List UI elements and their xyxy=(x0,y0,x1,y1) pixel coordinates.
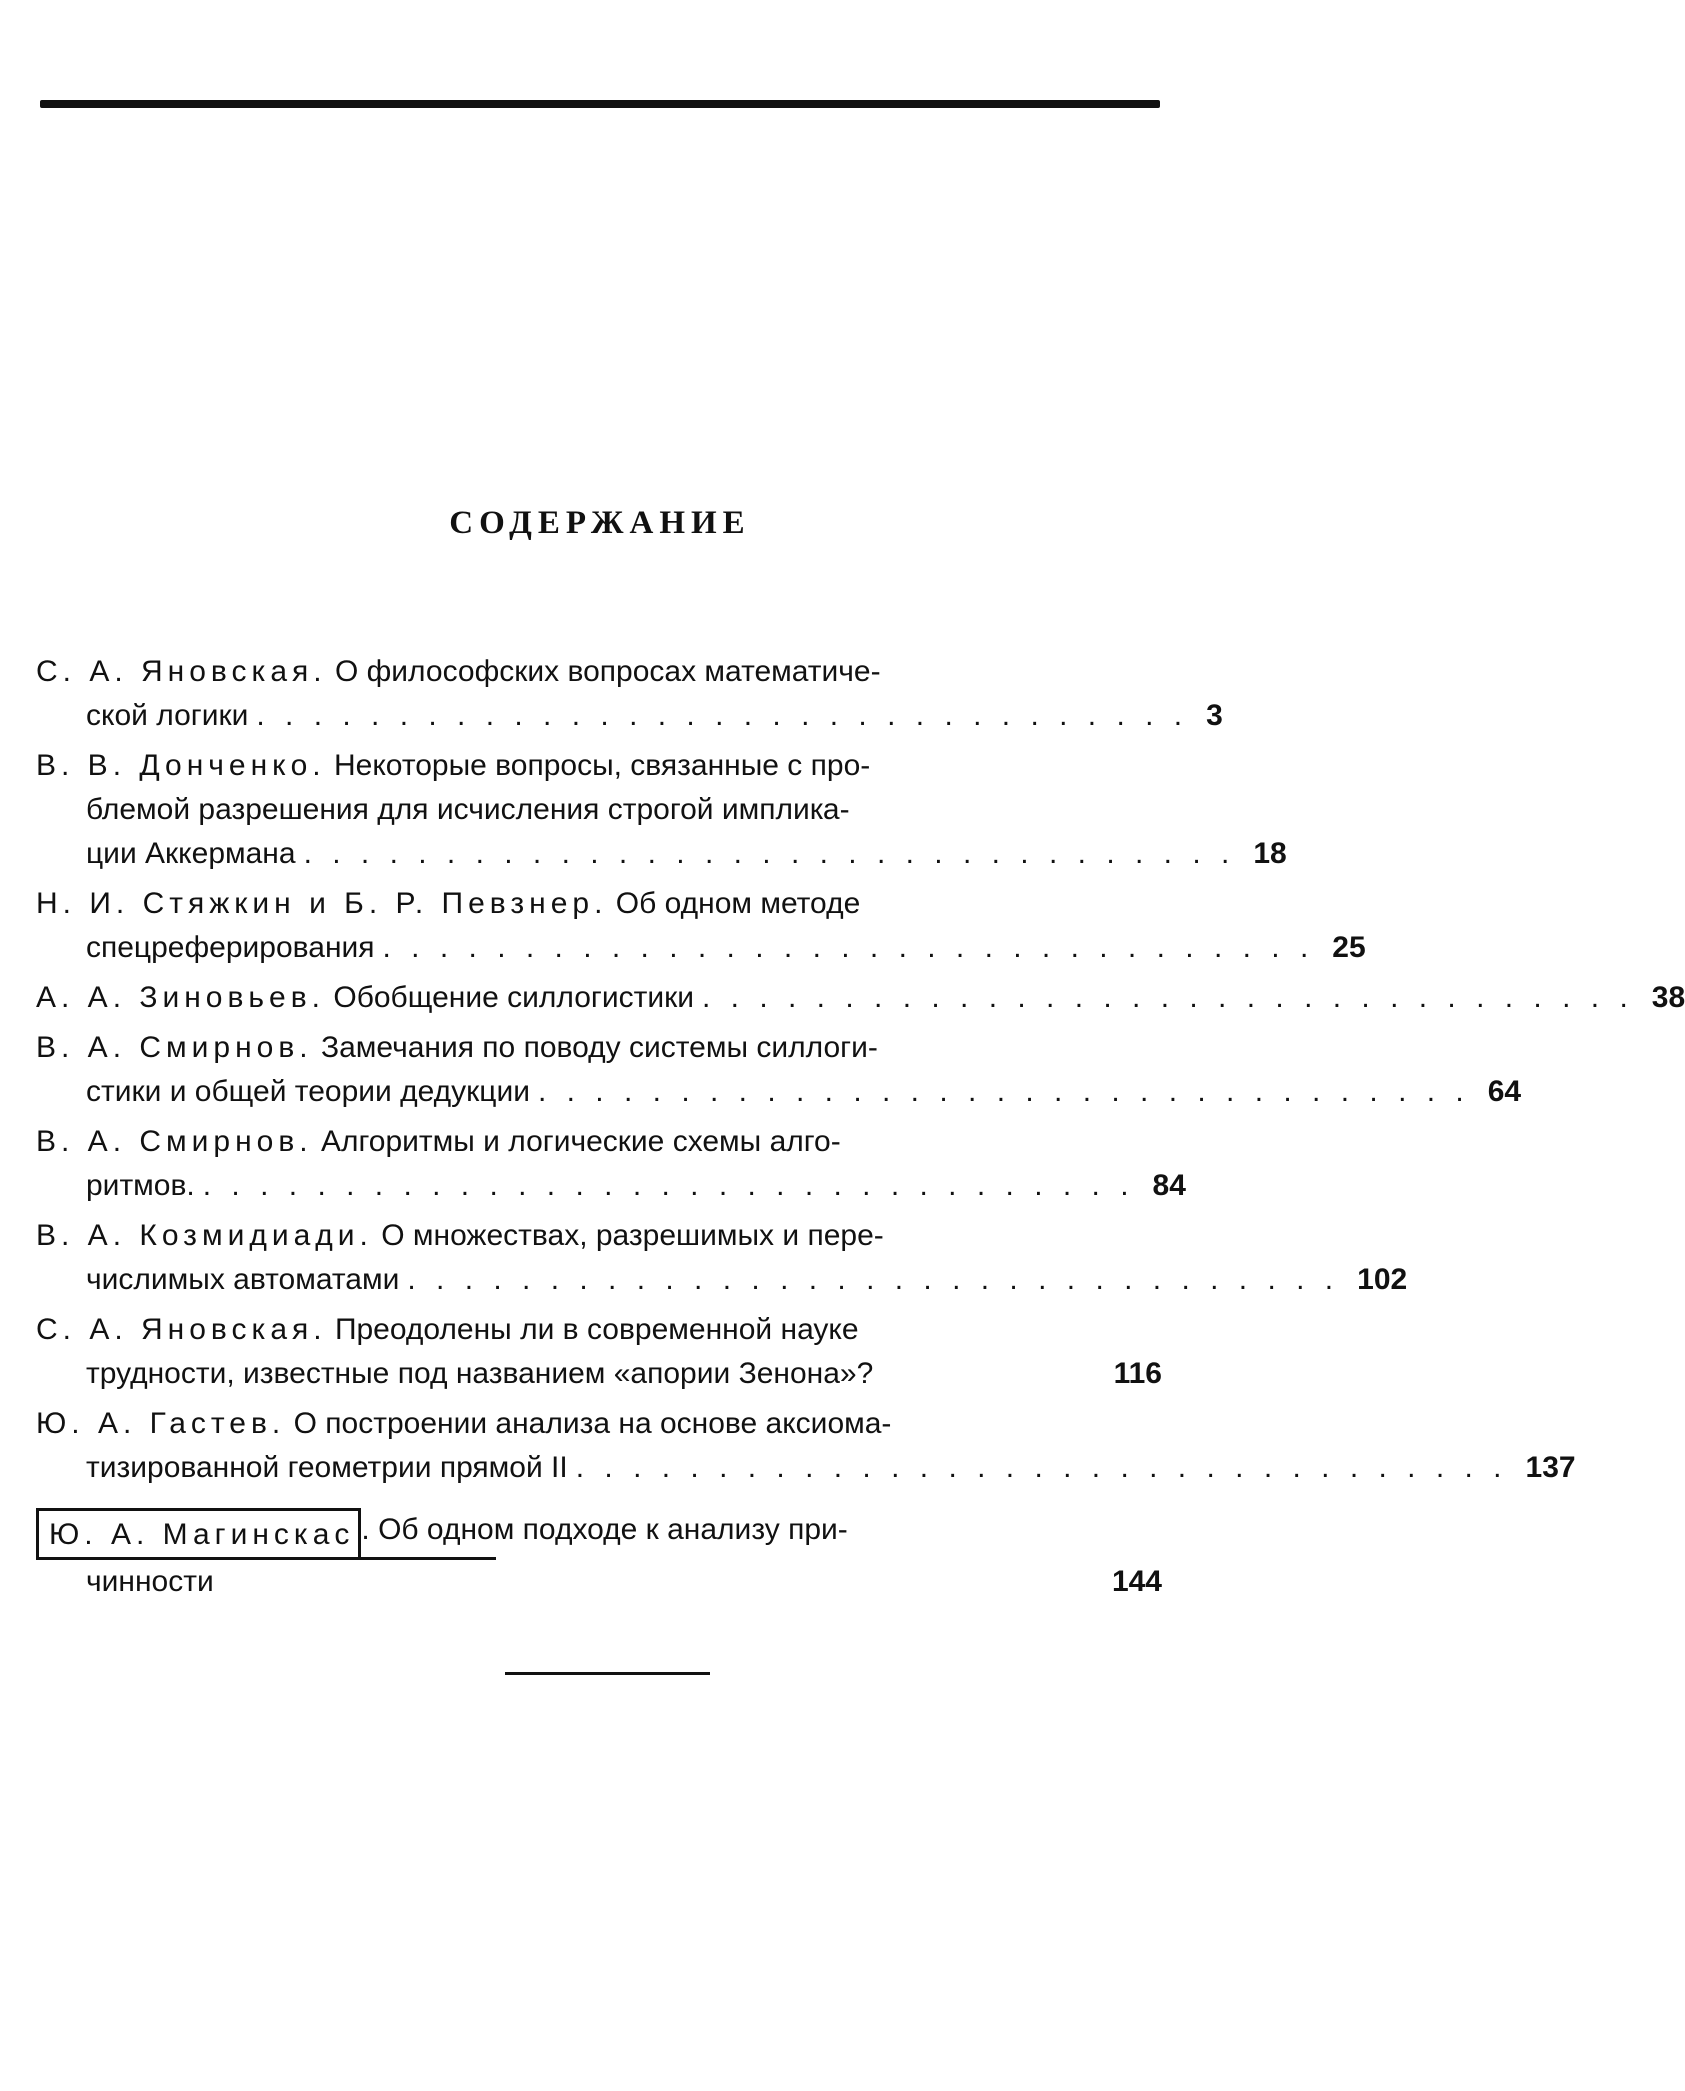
toc-page-number: 25 xyxy=(1332,931,1366,964)
dot-leader: . . . . . . . . . . . . . . . . . . . . . . . . . . . . . . . . . xyxy=(256,699,1189,732)
toc-title-line: Преодолены ли в современной науке xyxy=(334,1313,859,1346)
toc-title-line: Обобщение силлогистики xyxy=(333,981,694,1014)
toc-page-number: 3 xyxy=(1206,699,1223,732)
toc-title-line: Замечания по поводу системы силлоги- xyxy=(320,1031,878,1064)
dot-leader: . . . . . . . . . . . . . . . . . . . . . . . . . . . . . . . . . xyxy=(382,931,1315,964)
toc-title-line: Алгоритмы и логические схемы алго- xyxy=(320,1125,841,1158)
toc-page-number: 116 xyxy=(1113,1357,1162,1390)
page-title: СОДЕРЖАНИЕ xyxy=(449,505,751,541)
toc-entry xyxy=(36,744,1287,876)
toc-author: С. А. Яновская. xyxy=(36,1313,327,1346)
toc-title-line: О множествах, разрешимых и пере- xyxy=(381,1219,884,1252)
toc-entry xyxy=(36,1402,1576,1490)
toc-title-line: . Об одном подходе к анализу при- xyxy=(361,1513,848,1546)
dot-leader: . . . . . . . . . . . . . . . . . . . . . . . . . . . . . . . . . xyxy=(702,981,1634,1014)
toc-author: А. А. Зиновьев. xyxy=(36,981,326,1014)
toc-page-number: 64 xyxy=(1487,1075,1522,1108)
toc-author-boxed: Ю. А. Магинскас xyxy=(36,1508,361,1557)
toc-title-line: чинности xyxy=(86,1565,214,1598)
dot-leader: . . . . . . . . . . . . . . . . . . . . . . . . . . . . . . . . . xyxy=(303,837,1236,870)
toc-author: В. В. Донченко. xyxy=(36,749,326,782)
toc-title-line: блемой разрешения для исчисления строгой импликa- xyxy=(86,793,850,826)
toc-page-number: 137 xyxy=(1525,1451,1576,1484)
toc-title-line: Об одном методе xyxy=(615,887,861,920)
dot-leader: . . . . . . . . . . . . . . . . . . . . . . . . . . . . . . . . . xyxy=(537,1075,1470,1108)
toc-author: С. А. Яновская. xyxy=(36,655,327,688)
toc-page-number: 102 xyxy=(1357,1263,1408,1296)
toc-title-line: числимых автоматами xyxy=(86,1263,400,1296)
toc-title-line: Некоторые вопросы, связанные с про- xyxy=(333,749,871,782)
toc-author: Ю. А. Гастев. xyxy=(36,1407,286,1440)
toc-entry xyxy=(36,1120,1186,1208)
toc-title-line: спецреферирования xyxy=(86,931,375,964)
toc-entry xyxy=(36,976,1685,1020)
toc-author: В. А. Смирнов. xyxy=(36,1125,313,1158)
toc-page-number: 144 xyxy=(1111,1565,1162,1598)
toc-title-line: ской логики xyxy=(86,699,249,732)
toc-title-line: ции Аккермана xyxy=(86,837,296,870)
toc-title-line: О построении анализа на основе аксиома- xyxy=(293,1407,892,1440)
dot-leader: . . . . . . . . . . . . . . . . . . . . . . . . . . . . . . . . . xyxy=(202,1169,1135,1202)
toc-page-number: 84 xyxy=(1152,1169,1186,1202)
toc-entry xyxy=(36,1308,1162,1396)
toc-entry xyxy=(36,1508,1162,1604)
toc-page-number: 18 xyxy=(1253,837,1287,870)
toc-page-number: 38 xyxy=(1651,981,1685,1014)
toc-title-line: стики и общей теории дедукции xyxy=(86,1075,530,1108)
bottom-rule xyxy=(505,1672,710,1675)
toc-title-line: тизированной геометрии прямой II xyxy=(86,1451,568,1484)
toc-entry xyxy=(36,1214,1408,1302)
toc-author: В. А. Козмидиади. xyxy=(36,1219,373,1252)
toc-title-line: О философских вопросах математиче- xyxy=(334,655,881,688)
top-rule xyxy=(40,100,1160,108)
toc-author: В. А. Смирнов. xyxy=(36,1031,313,1064)
toc-author: Н. И. Стяжкин и Б. Р. Певзнер. xyxy=(36,887,608,920)
dot-leader: . . . . . . . . . . . . . . . . . . . . . . . . . . . . . . . . . xyxy=(575,1451,1508,1484)
toc-title-line: ритмов. xyxy=(86,1169,195,1202)
toc-title-line: трудности, известные под названием «апории Зенона»? xyxy=(86,1357,874,1390)
table-of-contents xyxy=(36,650,1685,1610)
toc-entry xyxy=(36,650,1223,738)
dot-leader: . . . . . . . . . . . . . . . . . . . . . . . . . . . . . . . . . xyxy=(407,1263,1340,1296)
toc-entry xyxy=(36,1026,1522,1114)
toc-entry xyxy=(36,882,1366,970)
